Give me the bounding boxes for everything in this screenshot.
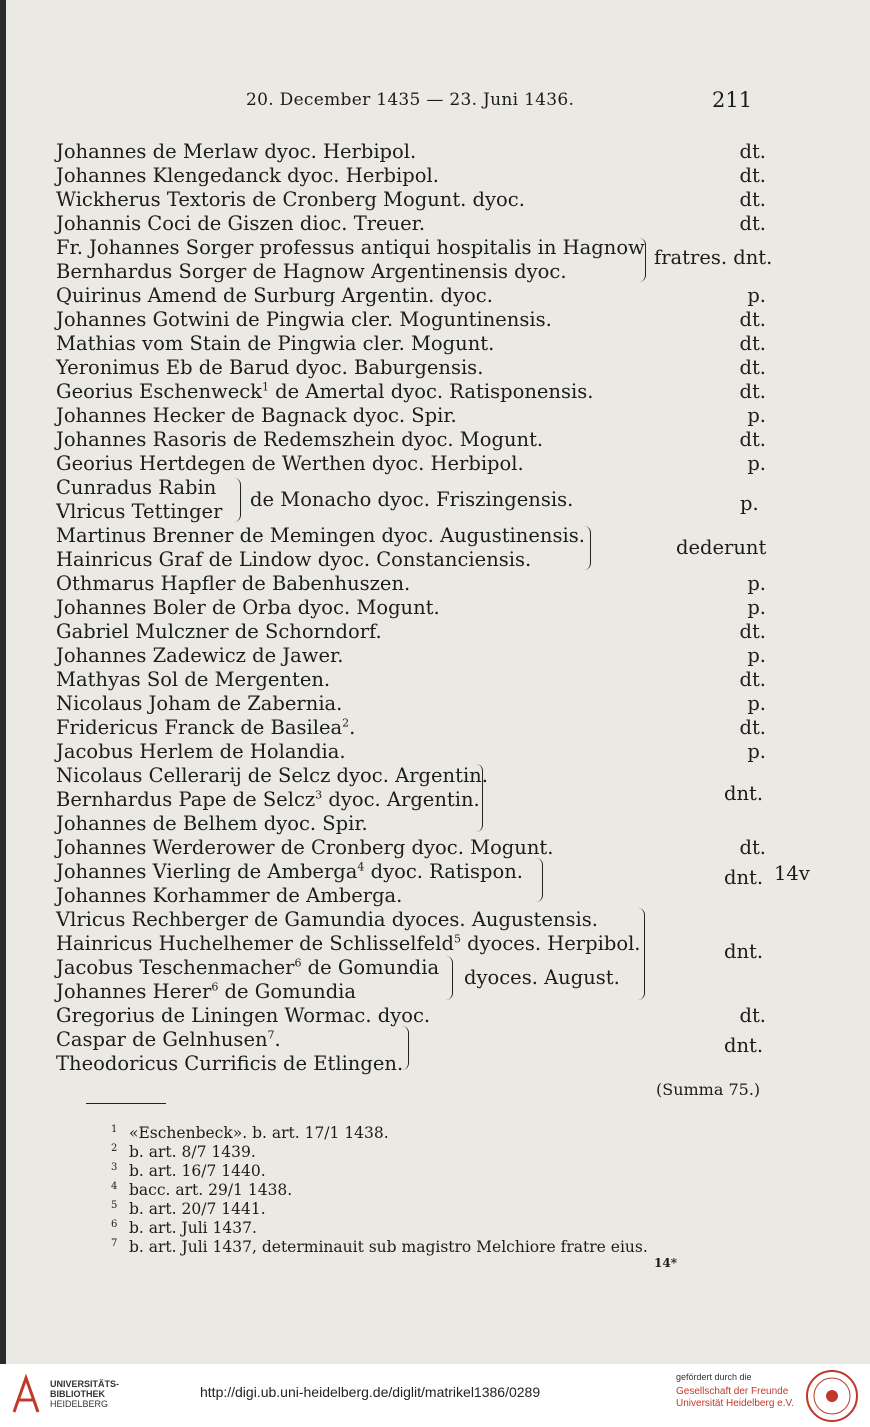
entry-fee-mark: dt.: [739, 428, 766, 451]
entry-name: [56, 380, 593, 404]
entry-name-text: Bernhardus Sorger de Hagnow Argentinensis dyoc.: [56, 260, 567, 283]
footnote-text: «Eschenbeck». b. art. 17/1 1438.: [129, 1124, 389, 1142]
entry-name-rest: de Amertal dyoc. Ratisponensis.: [268, 380, 594, 403]
footnote-text: bacc. art. 29/1 1438.: [129, 1181, 293, 1199]
footnote-ref: 7: [267, 1028, 275, 1042]
entry-name: [56, 140, 416, 164]
group-mark-gamundia: dnt.: [724, 940, 764, 963]
entry-row: [56, 956, 766, 980]
entry-row: [56, 404, 766, 428]
entry-name-text: Hainricus Huchelhemer de Schlisselfeld: [56, 932, 454, 955]
entry-row: [56, 716, 766, 740]
entry-name: [56, 1028, 281, 1052]
entry-row: [56, 980, 766, 1004]
entry-fee-mark: p.: [747, 596, 766, 619]
entry-fee-mark: dt.: [739, 332, 766, 355]
footnote: 7 b. art. Juli 1437, determinauit sub magistro Melchiore fratre eius.: [111, 1237, 648, 1256]
footnote-ref: 5: [453, 932, 461, 946]
entry-name: [56, 908, 598, 932]
entry-row: [56, 428, 766, 452]
entry-fee-mark: dt.: [739, 668, 766, 691]
entry-name-text: Mathias vom Stain de Pingwia cler. Mogunt.: [56, 332, 495, 355]
footnote-text: b. art. 20/7 1441.: [129, 1200, 266, 1218]
entry-row: [56, 140, 766, 164]
entry-name: [56, 524, 585, 548]
entry-fee-mark: p.: [747, 284, 766, 307]
entry-name-text: Johannes de Belhem dyoc. Spir.: [56, 812, 368, 835]
entry-row: [56, 284, 766, 308]
footnote-rule: [86, 1103, 166, 1104]
entry-fee-mark: p.: [747, 740, 766, 763]
entry-name-text: Johannes Klengedanck dyoc. Herbipol.: [56, 164, 439, 187]
entry-row: [56, 164, 766, 188]
group-mark-amberga: dnt.: [724, 866, 764, 889]
entry-row: [56, 308, 766, 332]
entry-fee-mark: p.: [747, 452, 766, 475]
footnote: 5 b. art. 20/7 1441.: [111, 1199, 266, 1218]
entry-name: [56, 356, 483, 380]
group-label-august: dyoces. August.: [464, 966, 620, 989]
entry-fee-mark: dt.: [739, 716, 766, 739]
footnote-ref: 2: [342, 716, 350, 730]
entry-name-text: Hainricus Graf de Lindow dyoc. Constanciensis.: [56, 548, 532, 571]
library-line-1: UNIVERSITÄTS-: [50, 1379, 120, 1389]
entry-name: [56, 308, 552, 332]
entry-row: [56, 380, 766, 404]
group-label-monacho: de Monacho dyoc. Friszingensis.: [250, 488, 574, 511]
entry-name-text: Vlricus Rechberger de Gamundia dyoces. Augustensis.: [56, 908, 598, 931]
entry-name-rest: de Gomundia: [301, 956, 440, 979]
entry-fee-mark: dt.: [739, 188, 766, 211]
entry-name: [56, 284, 493, 308]
society-name: [676, 1386, 794, 1410]
entry-name-text: Johannis Coci de Giszen dioc. Treuer.: [56, 212, 426, 235]
register-entries: [56, 140, 766, 1076]
entry-name-text: Gabriel Mulczner de Schorndorf.: [56, 620, 382, 643]
entry-name: [56, 260, 567, 284]
entry-fee-mark: p.: [747, 404, 766, 427]
entry-name-text: Nicolaus Cellerarij de Selcz dyoc. Argentin.: [56, 764, 488, 787]
entry-name-rest: dyoc. Argentin.: [322, 788, 480, 811]
entry-row: [56, 1028, 766, 1052]
group-mark-selcz: dnt.: [724, 782, 764, 805]
entry-name-text: Johannes de Merlaw dyoc. Herbipol.: [56, 140, 417, 163]
entry-row: [56, 620, 766, 644]
entry-row: [56, 644, 766, 668]
brace-gamundia: [638, 908, 645, 1000]
viewer-footer: [0, 1364, 870, 1427]
entry-name-text: Johannes Korhammer de Amberga.: [56, 884, 403, 907]
entry-name-text: Martinus Brenner de Memingen dyoc. Augustinensis.: [56, 524, 585, 547]
permalink-url[interactable]: http://digi.ub.uni-heidelberg.de/diglit/matrikel1386/0289: [200, 1384, 541, 1400]
entry-name: [56, 716, 355, 740]
entry-row: [56, 572, 766, 596]
footnote-text: b. art. 8/7 1439.: [129, 1143, 256, 1161]
entry-name-text: Theodoricus Currificis de Etlingen.: [56, 1052, 404, 1075]
funded-by-text: gefördert durch die: [676, 1372, 752, 1382]
footnote: 3 b. art. 16/7 1440.: [111, 1161, 266, 1180]
entry-name-text: Yeronimus Eb de Barud dyoc. Baburgensis.: [56, 356, 484, 379]
entry-row: [56, 836, 766, 860]
library-line-2: BIBLIOTHEK: [50, 1389, 105, 1399]
entry-name: [56, 860, 523, 884]
entry-name-text: Quirinus Amend de Surburg Argentin. dyoc.: [56, 284, 493, 307]
entry-name: [56, 452, 524, 476]
entry-name-rest: .: [349, 716, 356, 739]
entry-name-text: Jacobus Teschenmacher: [56, 956, 295, 979]
brace-amberga: [536, 858, 543, 902]
brace-dederunt: [584, 526, 591, 570]
group-mark-gelnhusen: dnt.: [724, 1034, 764, 1057]
entry-name-text: Wickherus Textoris de Cronberg Mogunt. dyoc.: [56, 188, 525, 211]
library-logo-icon: [10, 1372, 42, 1418]
entry-name-text: Georius Hertdegen de Werthen dyoc. Herbipol.: [56, 452, 524, 475]
entry-name: [56, 644, 343, 668]
entry-name-text: Jacobus Herlem de Holandia.: [56, 740, 346, 763]
footnote-text: b. art. Juli 1437, determinauit sub magistro Melchiore fratre eius.: [129, 1238, 648, 1256]
footnote-ref: 6: [211, 980, 219, 994]
entry-name-text: Cunradus Rabin: [56, 476, 217, 499]
page-header: 20. December 1435 — 23. Juni 1436.: [246, 90, 575, 110]
group-label-fratres: fratres. dnt.: [654, 246, 773, 269]
footnote: 6 b. art. Juli 1437.: [111, 1218, 257, 1237]
entry-name: [56, 884, 402, 908]
entry-name: [56, 764, 488, 788]
entry-row: [56, 452, 766, 476]
entry-row: [56, 188, 766, 212]
brace-selcz: [476, 764, 483, 832]
footnotes: [111, 1124, 648, 1257]
entry-row: [56, 908, 766, 932]
entry-name: [56, 236, 645, 260]
entry-fee-mark: dt.: [739, 212, 766, 235]
entry-name-text: Johannes Boler de Orba dyoc. Mogunt.: [56, 596, 440, 619]
entry-name: [56, 836, 553, 860]
entry-name-text: Gregorius de Liningen Wormac. dyoc.: [56, 1004, 431, 1027]
entry-name: [56, 668, 330, 692]
entry-row: [56, 932, 766, 956]
entry-row: [56, 788, 766, 812]
entry-name: [56, 332, 494, 356]
margin-note-14v: 14v: [774, 862, 810, 885]
brace-fratres: [639, 238, 646, 282]
entry-name: [56, 212, 425, 236]
entry-name: [56, 572, 410, 596]
entry-row: [56, 524, 766, 548]
entry-row: [56, 812, 766, 836]
footnote: 4 bacc. art. 29/1 1438.: [111, 1180, 293, 1199]
entry-name-text: Nicolaus Joham de Zabernia.: [56, 692, 343, 715]
entry-name: [56, 164, 439, 188]
entry-fee-mark: p.: [747, 572, 766, 595]
entry-name: [56, 692, 342, 716]
entry-fee-mark: p.: [747, 644, 766, 667]
society-line-1: Gesellschaft der Freunde: [676, 1386, 789, 1397]
footnote-ref: 4: [357, 860, 365, 874]
footnote-text: b. art. Juli 1437.: [129, 1219, 257, 1237]
footnote-ref: 6: [294, 956, 302, 970]
entry-row: [56, 596, 766, 620]
entry-fee-mark: dt.: [739, 356, 766, 379]
entry-name-text: Johannes Hecker de Bagnack dyoc. Spir.: [56, 404, 457, 427]
brace-august: [446, 956, 453, 1000]
entry-name-text: Othmarus Hapfler de Babenhuszen.: [56, 572, 411, 595]
entry-fee-mark: dt.: [739, 308, 766, 331]
entry-name: [56, 596, 440, 620]
entry-name: [56, 476, 216, 500]
footnote: 1 «Eschenbeck». b. art. 17/1 1438.: [111, 1123, 389, 1142]
footnote-ref: 1: [261, 380, 269, 394]
entry-row: [56, 860, 766, 884]
entry-name: [56, 620, 382, 644]
entry-row: [56, 332, 766, 356]
entry-name: [56, 428, 543, 452]
entry-name: [56, 188, 525, 212]
entry-name: [56, 932, 641, 956]
entry-name: [56, 788, 480, 812]
entry-name-rest: dyoc. Ratispon.: [364, 860, 523, 883]
entry-name-text: Vlricus Tettinger: [56, 500, 223, 523]
entry-name: [56, 812, 368, 836]
entry-name: [56, 548, 531, 572]
page-number: 211: [712, 88, 753, 112]
entry-name-text: Caspar de Gelnhusen: [56, 1028, 268, 1051]
entry-name-text: Johannes Werderower de Cronberg dyoc. Mogunt.: [56, 836, 554, 859]
footnote: 2 b. art. 8/7 1439.: [111, 1142, 256, 1161]
brace-gelnhusen: [402, 1026, 409, 1070]
entry-name-text: Bernhardus Pape de Selcz: [56, 788, 316, 811]
university-seal-icon: [805, 1369, 859, 1423]
entry-name-text: Mathyas Sol de Mergenten.: [56, 668, 331, 691]
entry-fee-mark: dt.: [739, 836, 766, 859]
library-line-3: HEIDELBERG: [50, 1399, 109, 1409]
entry-fee-mark: dt.: [739, 140, 766, 163]
entry-row: [56, 740, 766, 764]
entry-name-text: Georius Eschenweck: [56, 380, 262, 403]
entry-name-rest: de Gomundia: [218, 980, 357, 1003]
entry-name: [56, 1004, 430, 1028]
entry-row: [56, 884, 766, 908]
entry-name-rest: dyoces. Herpibol.: [460, 932, 641, 955]
entry-name-text: Johannes Zadewicz de Jawer.: [56, 644, 344, 667]
entry-name: [56, 980, 356, 1004]
entry-row: [56, 1004, 766, 1028]
footnote-text: b. art. 16/7 1440.: [129, 1162, 266, 1180]
entry-fee-mark: dt.: [739, 1004, 766, 1027]
entry-name-text: Fr. Johannes Sorger professus antiqui hospitalis in Hagnow: [56, 236, 645, 259]
entry-row: [56, 212, 766, 236]
group-label-dederunt: dederunt: [676, 536, 767, 559]
entry-fee-mark: dt.: [739, 620, 766, 643]
entry-fee-mark: dt.: [739, 164, 766, 187]
entry-name-text: Johannes Gotwini de Pingwia cler. Moguntinensis.: [56, 308, 552, 331]
entry-row: [56, 764, 766, 788]
entry-name-rest: .: [274, 1028, 281, 1051]
summa-total: (Summa 75.): [656, 1080, 761, 1099]
entry-name-text: Johannes Rasoris de Redemszhein dyoc. Mogunt.: [56, 428, 544, 451]
entry-name: [56, 740, 346, 764]
entry-name: [56, 404, 457, 428]
brace-monacho: [234, 478, 241, 522]
group-mark-monacho: p.: [740, 492, 759, 515]
entry-name: [56, 500, 222, 524]
footnote-ref: 3: [315, 788, 323, 802]
entry-name: [56, 1052, 403, 1076]
library-name: [50, 1379, 119, 1409]
entry-name-text: Johannes Herer: [56, 980, 212, 1003]
entry-fee-mark: dt.: [739, 380, 766, 403]
entry-row: [56, 692, 766, 716]
entry-name-text: Johannes Vierling de Amberga: [56, 860, 358, 883]
entry-row: [56, 548, 766, 572]
entry-row: [56, 668, 766, 692]
society-line-2: Universität Heidelberg e.V.: [676, 1398, 795, 1409]
entry-row: [56, 356, 766, 380]
entry-name: [56, 956, 439, 980]
entry-fee-mark: p.: [747, 692, 766, 715]
entry-row: [56, 1052, 766, 1076]
entry-name-text: Fridericus Franck de Basilea: [56, 716, 343, 739]
signature-mark: 14*: [654, 1256, 677, 1270]
